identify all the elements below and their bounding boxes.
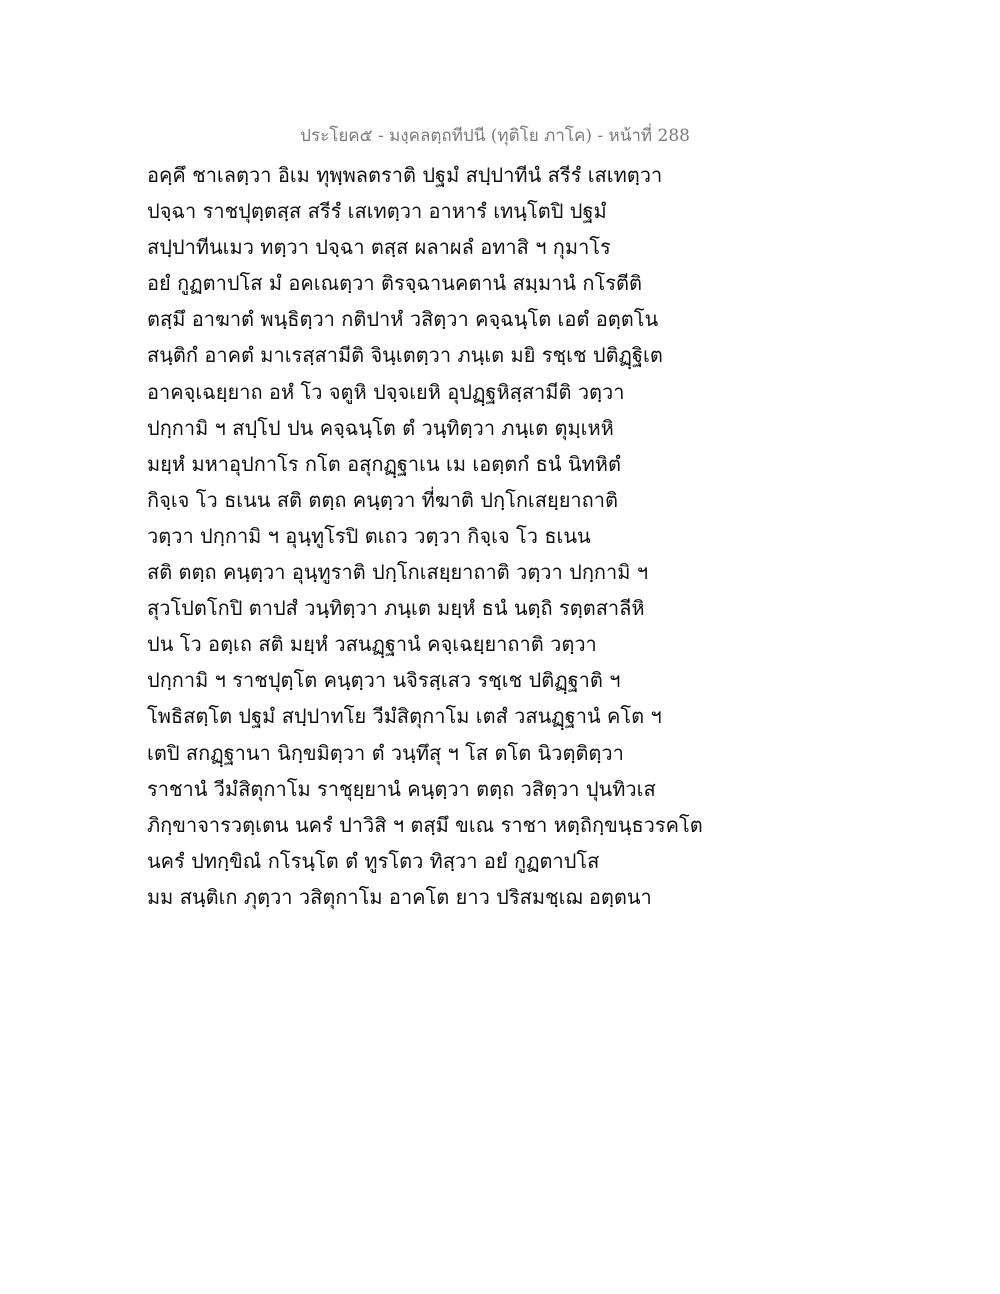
text-line: ภิกฺขาจารวตฺเตน นครํ ปาวิสิ ฯ ตสฺมึ ขเณ ราชา หตฺถิกฺขนฺธวรคโต [147,812,703,837]
text-line: โพธิสตฺโต ปฐมํ สปฺปาทโย วีมํสิตุกาโม เตสํ วสนฏฺฐานํ คโต ฯ [147,704,662,729]
text-line: อคฺคึ ชาเลตฺวา อิเม ทุพฺพลตราติ ปฐมํ สปฺปาทีนํ สรีรํ เสเทตฺวา [147,163,663,187]
text-line: อยํ กูฏตาปโส มํ อคเณตฺวา ติรจฺฉานคตานํ สมฺมานํ กโรตีติ [147,271,642,296]
text-line: อาคจฺเฉยฺยาถ อหํ โว จตูหิ ปจฺจเยหิ อุปฏฺฐหิสฺสามีติ วตฺวา [147,379,625,404]
text-line: นครํ ปทกฺขิณํ กโรนฺโต ตํ ทูรโตว ทิสฺวา อยํ กูฏตาปโส [147,848,600,873]
text-line: สนฺติกํ อาคตํ มาเรสฺสามีติ จินฺเตตฺวา ภนฺเต มยิ รชฺเช ปติฏฺฐิเต [147,343,663,368]
body-text [147,157,707,915]
text-line: สุวโปตโกปิ ตาปสํ วนฺทิตฺวา ภนฺเต มยฺหํ ธนํ นตฺถิ รตฺตสาลีหิ [147,596,645,621]
running-header: ประโยค๕ - มงฺคลตฺถทีปนี (ทุติโย ภาโค) - หน้าที่ 288 [300,126,690,146]
text-line: ตสฺมึ อาฆาตํ พนฺธิตฺวา กติปาหํ วสิตฺวา คจฺฉนฺโต เอตํ อตฺตโน [147,307,659,332]
text-line: ปจฺฉา ราชปุตฺตสฺส สรีรํ เสเทตฺวา อาหารํ เทนฺโตปิ ปฐมํ [147,199,607,224]
text-line: ปกฺกามิ ฯ สปฺโป ปน คจฺฉนฺโต ตํ วนฺทิตฺวา ภนฺเต ตุมฺเหหิ [147,415,614,440]
text-line: วตฺวา ปกฺกามิ ฯ อุนฺทูโรปิ ตเถว วตฺวา กิจฺเจ โว ธเนน [147,523,591,548]
text-line: สปฺปาทีนเมว ทตฺวา ปจฺฉา ตสฺส ผลาผลํ อทาสิ ฯ กุมาโร [147,235,611,260]
text-line: ปน โว อตฺเถ สติ มยฺหํ วสนฏฺฐานํ คจฺเฉยฺยาถาติ วตฺวา [147,632,597,657]
text-line: ราชานํ วีมํสิตุกาโม ราชุยฺยานํ คนฺตฺวา ตตฺถ วสิตฺวา ปุนทิวเส [147,776,656,801]
text-line: ปกฺกามิ ฯ ราชปุตฺโต คนฺตฺวา นจิรสฺเสว รชฺเช ปติฏฺฐาติ ฯ [147,668,621,693]
text-line: กิจฺเจ โว ธเนน สติ ตตฺถ คนฺตฺวา ที่ฆาติ ปกฺโกเสยฺยาถาติ [147,487,618,512]
text-line: มม สนฺติเก ภุตฺวา วสิตุกาโม อาคโต ยาว ปริสมชฺเฌ อตฺตนา [147,884,652,909]
text-line: เตปิ สกฏฺฐานา นิกฺขมิตฺวา ตํ วนฺทึสุ ฯ โส ตโต นิวตฺติตฺวา [147,740,624,765]
text-line: สติ ตตฺถ คนฺตฺวา อุนฺทูราติ ปกฺโกเสยฺยาถาติ วตฺวา ปกฺกามิ ฯ [147,560,649,585]
text-line: มยฺหํ มหาอุปกาโร กโต อสุกฏฺฐาเน เม เอตฺตกํ ธนํ นิทหิตํ [147,451,621,476]
